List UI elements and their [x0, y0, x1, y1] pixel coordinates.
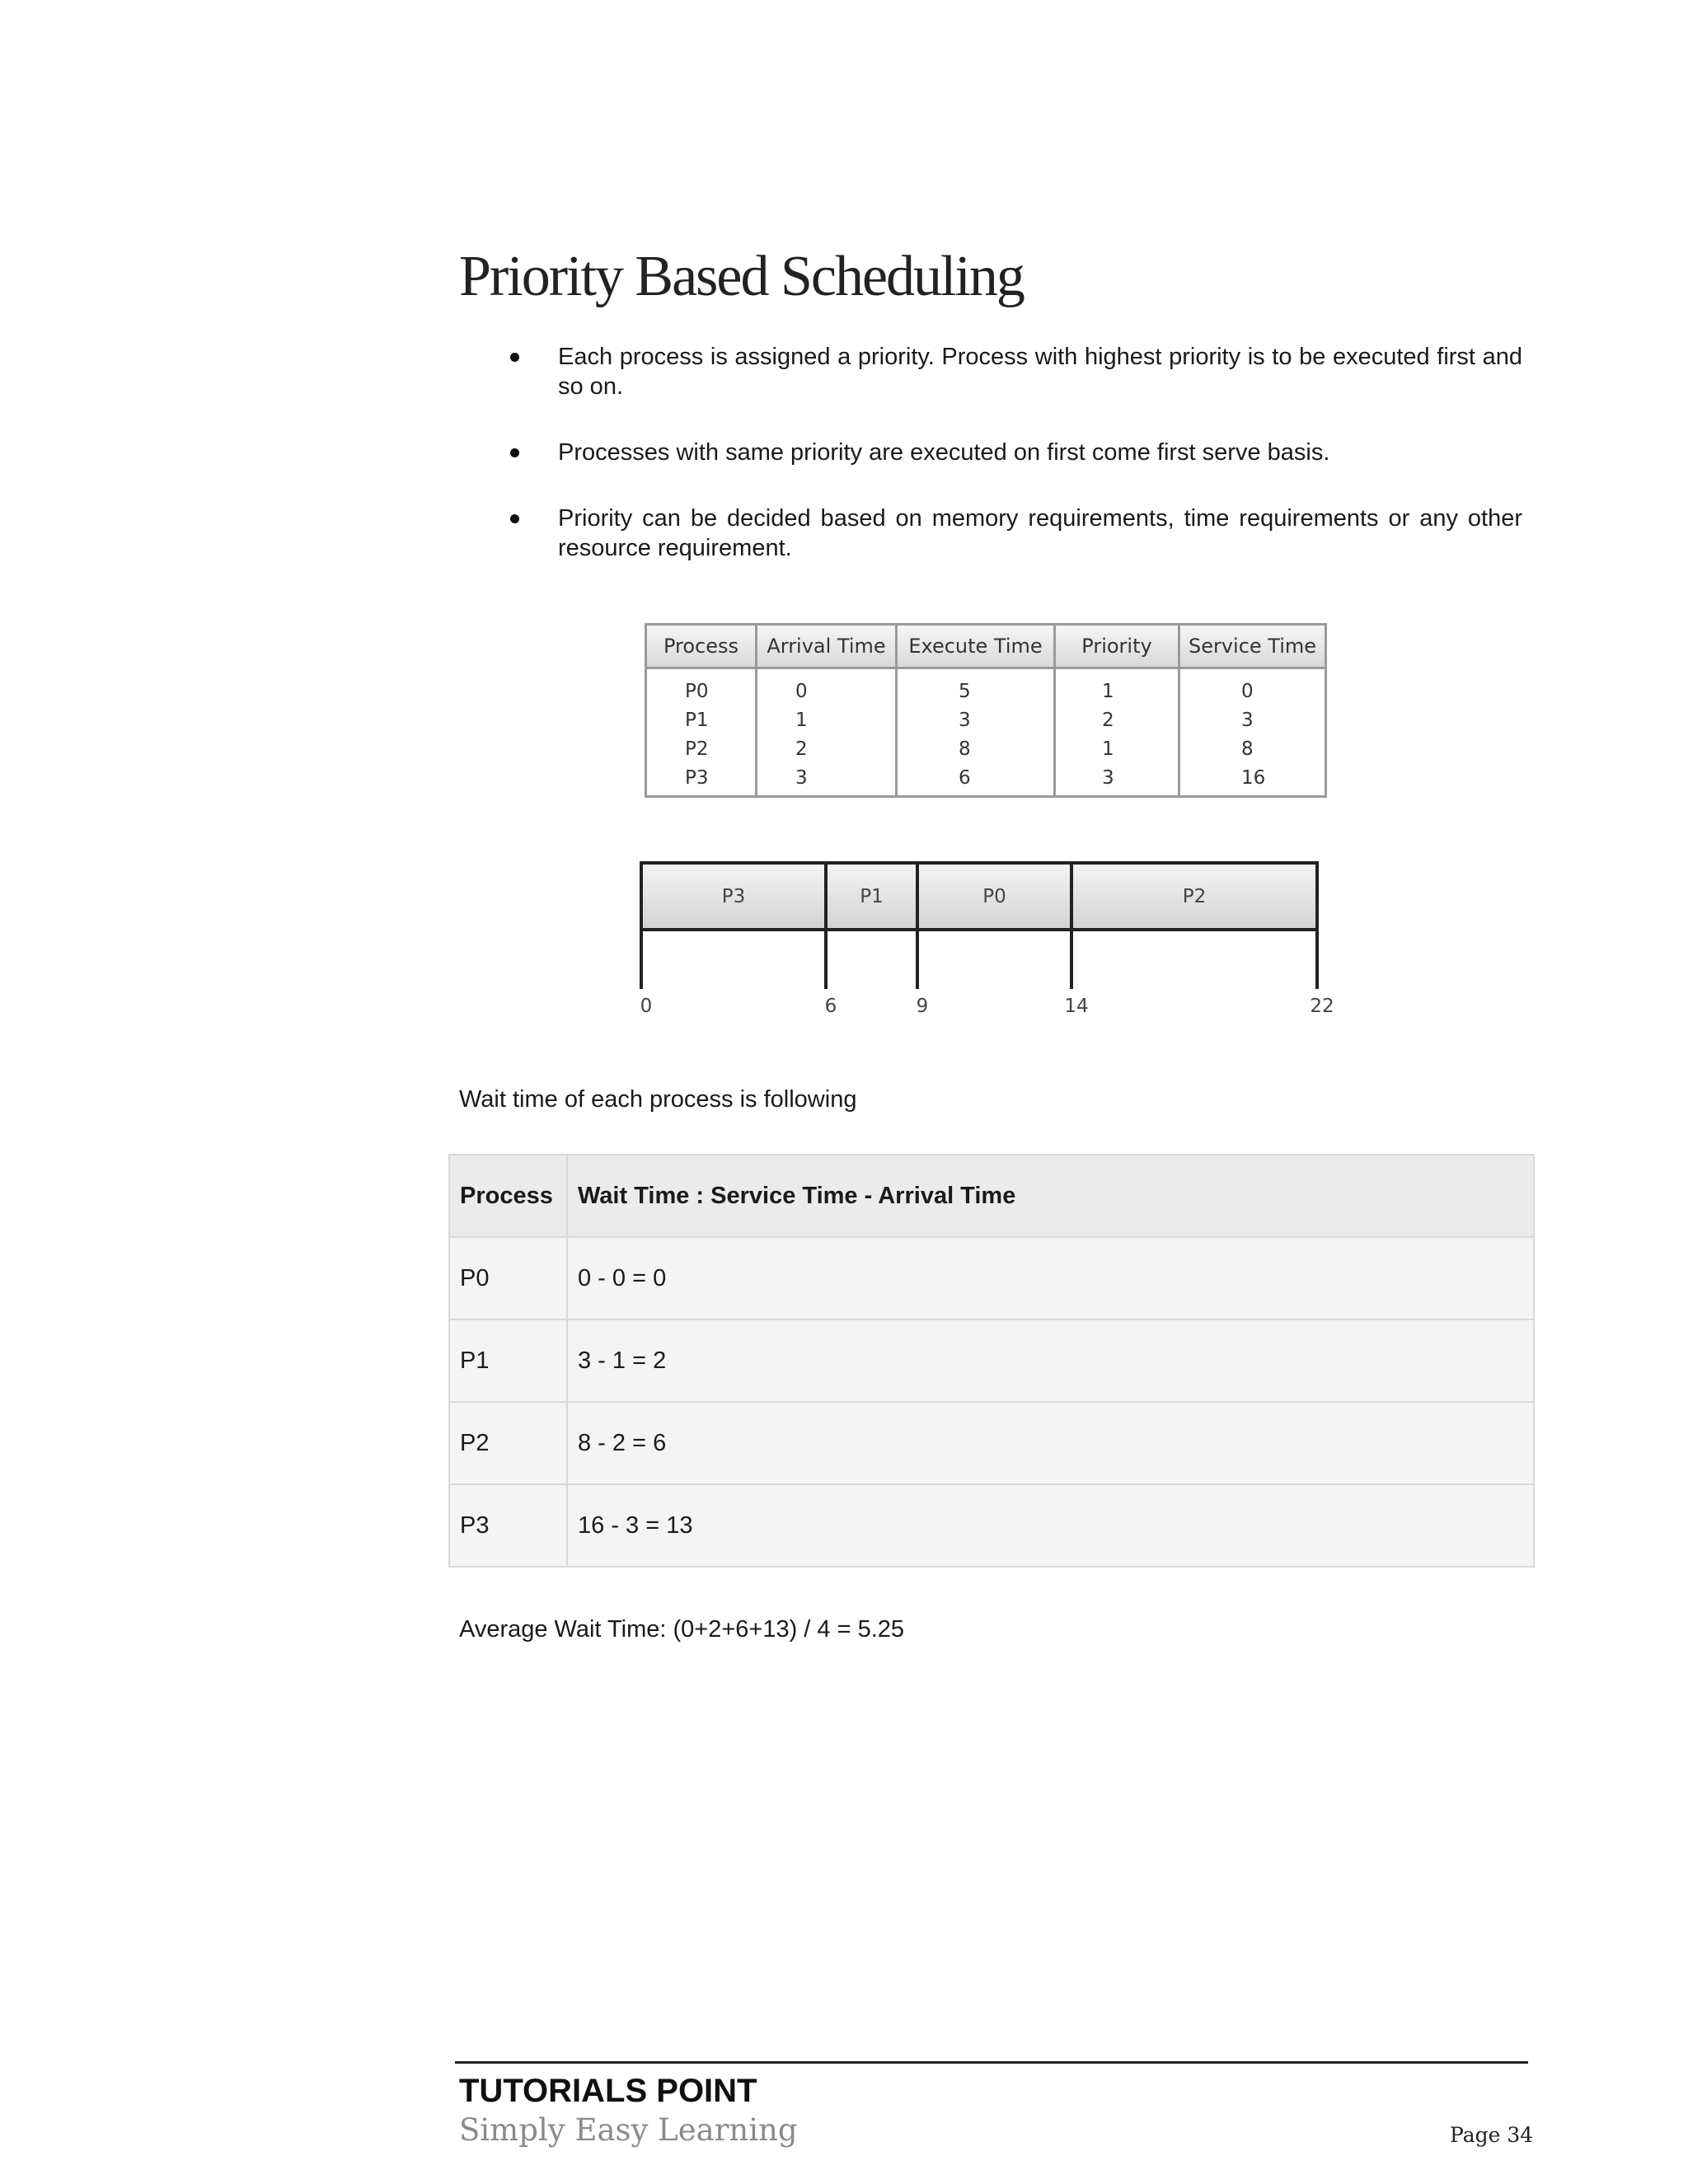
table-row: [449, 1319, 1534, 1402]
cell: 3: [795, 767, 808, 789]
wait-cell: 16 - 3 = 13: [567, 1484, 1534, 1567]
bullet-icon: [510, 353, 519, 362]
process-cell: P2: [449, 1402, 567, 1484]
cell: 1: [795, 710, 808, 731]
column-process: [647, 669, 757, 798]
cell: 1: [1102, 738, 1114, 760]
bullet-item: [459, 438, 1522, 467]
gantt-segment-p0: P0: [917, 861, 1071, 931]
cell: P3: [685, 767, 709, 789]
bullet-text: Priority can be decided based on memory requirements, time requirements or any other resource requirement.: [558, 505, 1522, 561]
gantt-boundary-line: [640, 861, 643, 989]
column-priority: [1056, 669, 1180, 798]
gantt-segment-p1: P1: [826, 861, 917, 931]
process-cell: P0: [449, 1237, 567, 1319]
table-row: [449, 1237, 1534, 1319]
header-service-time: Service Time: [1188, 635, 1317, 658]
column-execute-time: [898, 669, 1056, 798]
cell: 3: [959, 710, 971, 731]
bullet-icon: [510, 448, 519, 457]
cell: P0: [685, 681, 709, 702]
column-arrival-time: [757, 669, 898, 798]
cell: 3: [1241, 710, 1254, 731]
cell: P2: [685, 738, 709, 760]
average-wait-time: Average Wait Time: (0+2+6+13) / 4 = 5.25: [459, 1616, 905, 1643]
bullet-text: Processes with same priority are executed on first come first serve basis.: [558, 439, 1330, 466]
gantt-boundary-line: [824, 861, 828, 989]
wait-cell: 3 - 1 = 2: [567, 1319, 1534, 1402]
bullet-item: [459, 342, 1522, 401]
gantt-tick-label: 22: [1310, 996, 1334, 1017]
page-heading: Priority Based Scheduling: [459, 245, 1024, 308]
cell: P1: [685, 710, 709, 731]
gantt-segment-p3: P3: [641, 861, 826, 931]
process-cell: P3: [449, 1484, 567, 1567]
footer-tagline: Simply Easy Learning: [459, 2112, 798, 2148]
wait-time-table: [448, 1154, 1535, 1568]
cell: 0: [1241, 681, 1254, 702]
cell: 0: [795, 681, 808, 702]
cell: 2: [1102, 710, 1114, 731]
header-cell: Process: [449, 1155, 567, 1237]
cell: 8: [959, 738, 971, 760]
header-execute-time: Execute Time: [898, 626, 1056, 667]
footer-divider: [455, 2061, 1528, 2064]
wait-cell: 8 - 2 = 6: [567, 1402, 1534, 1484]
cell: 3: [1102, 767, 1114, 789]
bullet-item: [459, 504, 1522, 563]
cell: 1: [1102, 681, 1114, 702]
gantt-tick-label: 0: [640, 996, 653, 1017]
header-priority: Priority: [1056, 626, 1180, 667]
header-arrival-time: Arrival Time: [757, 626, 898, 667]
cell: 5: [959, 681, 971, 702]
process-table-header: [647, 626, 1325, 669]
gantt-boundary-line: [1315, 861, 1319, 989]
gantt-segment-p2: P2: [1071, 861, 1317, 931]
header-cell: Wait Time : Service Time - Arrival Time: [567, 1155, 1534, 1237]
column-service-time: [1180, 669, 1325, 798]
wait-intro: Wait time of each process is following: [459, 1086, 857, 1113]
gantt-boundary-line: [1070, 861, 1073, 989]
gantt-tick-label: 9: [916, 996, 929, 1017]
process-table-body: [647, 669, 1325, 798]
wait-cell: 0 - 0 = 0: [567, 1237, 1534, 1319]
cell: 6: [959, 767, 971, 789]
cell: 8: [1241, 738, 1254, 760]
bullet-icon: [510, 514, 519, 523]
table-row: [449, 1402, 1534, 1484]
table-row: [449, 1484, 1534, 1567]
bullet-list: [459, 342, 1522, 563]
cell: 2: [795, 738, 808, 760]
gantt-chart: [640, 861, 1334, 1026]
gantt-tick-label: 14: [1064, 996, 1089, 1017]
header-process: Process: [647, 626, 757, 667]
gantt-tick-label: 6: [824, 996, 837, 1017]
page-number: Page 34: [1450, 2123, 1534, 2147]
cell: 16: [1241, 767, 1266, 789]
bullet-text: Each process is assigned a priority. Process with highest priority is to be executed first and so on.: [558, 344, 1522, 400]
gantt-boundary-line: [916, 861, 919, 989]
process-cell: P1: [449, 1319, 567, 1402]
table-header-row: [449, 1155, 1534, 1237]
footer-brand: TUTORIALS POINT: [459, 2073, 757, 2109]
process-table-figure: [645, 623, 1327, 798]
